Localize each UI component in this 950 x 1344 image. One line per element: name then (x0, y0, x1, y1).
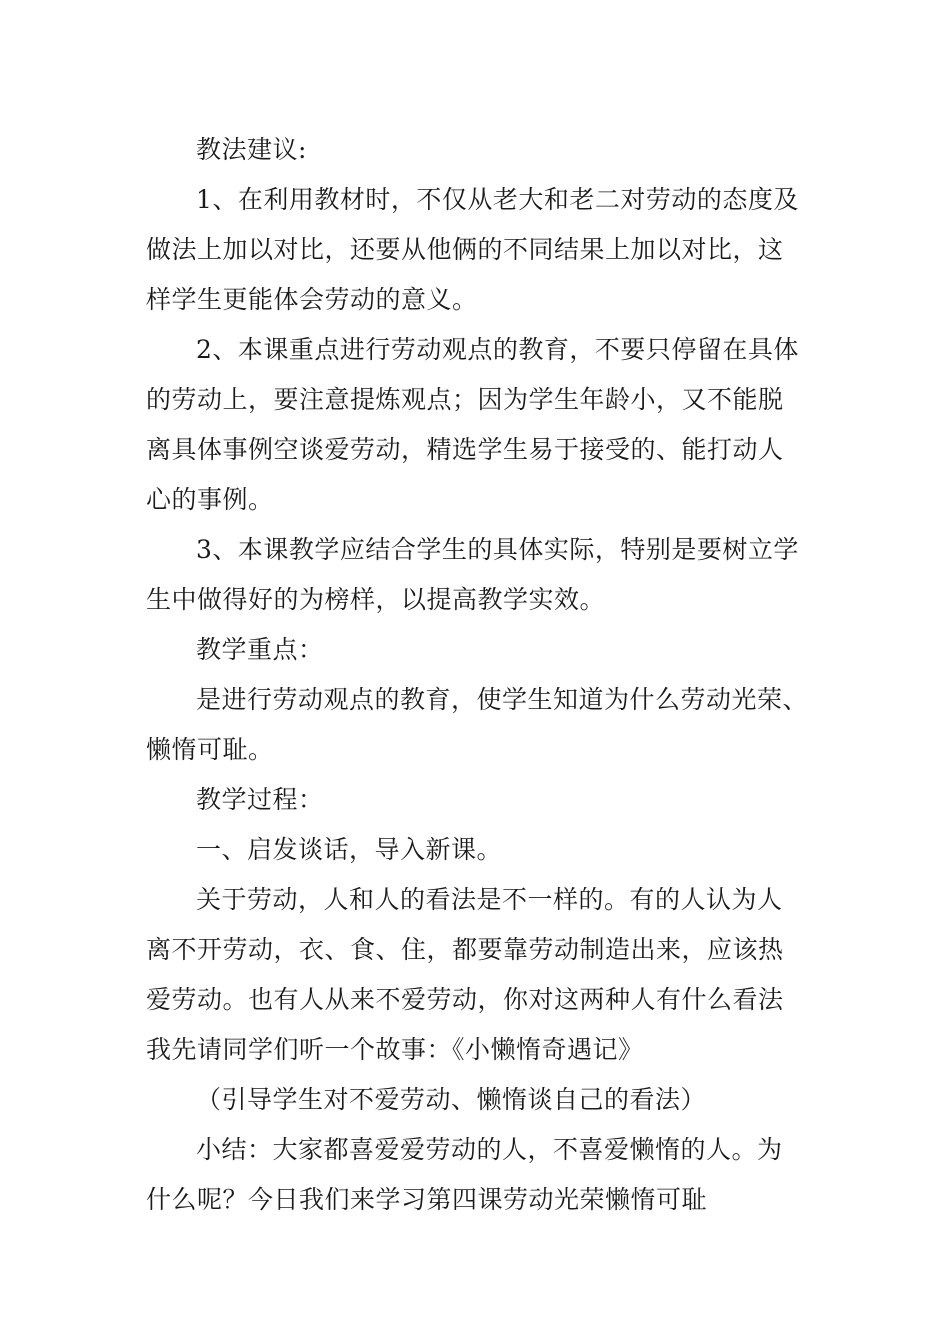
heading-teaching-process: 教学过程： (196, 785, 324, 814)
suggestion-1-line-1: 1、在利用教材时，不仅从老大和老二对劳动的态度及 (196, 185, 799, 214)
focus-line-2: 懒惰可耻。 (146, 735, 274, 764)
suggestion-2-line-1: 2、本课重点进行劳动观点的教育，不要只停留在具体 (196, 335, 799, 364)
focus-line-1: 是进行劳动观点的教育，使学生知道为什么劳动光荣、 (196, 685, 809, 714)
suggestion-2-line-2: 的劳动上，要注意提炼观点；因为学生年龄小，又不能脱 (146, 385, 784, 414)
suggestion-2-line-3: 离具体事例空谈爱劳动，精选学生易于接受的、能打动人 (146, 435, 784, 464)
suggestion-1-line-3: 样学生更能体会劳动的意义。 (146, 285, 478, 314)
process-step-1-title: 一、启发谈话，导入新课。 (196, 835, 503, 864)
process-paragraph-line-4: 我先请同学们听一个故事：《小懒惰奇遇记》 (146, 1035, 644, 1064)
process-paragraph-line-2: 离不开劳动，衣、食、住，都要靠劳动制造出来，应该热 (146, 935, 784, 964)
process-paragraph-line-1: 关于劳动，人和人的看法是不一样的。有的人认为人 (196, 885, 783, 914)
suggestion-2-line-4: 心的事例。 (146, 485, 274, 514)
suggestion-1-line-2: 做法上加以对比，还要从他俩的不同结果上加以对比，这 (146, 235, 784, 264)
guide-note: （引导学生对不爱劳动、懒惰谈自己的看法） (196, 1085, 707, 1114)
heading-teaching-focus: 教学重点： (196, 635, 324, 664)
summary-line-2: 什么呢？今日我们来学习第四课劳动光荣懒惰可耻 (146, 1185, 708, 1214)
suggestion-3-line-1: 3、本课教学应结合学生的具体实际，特别是要树立学 (196, 535, 799, 564)
heading-teaching-suggestions: 教法建议: (196, 135, 307, 164)
process-paragraph-line-3: 爱劳动。也有人从来不爱劳动，你对这两种人有什么看法 (146, 985, 784, 1014)
suggestion-3-line-2: 生中做得好的为榜样，以提高教学实效。 (146, 585, 606, 614)
summary-line-1: 小结：大家都喜爱爱劳动的人，不喜爱懒惰的人。为 (196, 1135, 783, 1164)
